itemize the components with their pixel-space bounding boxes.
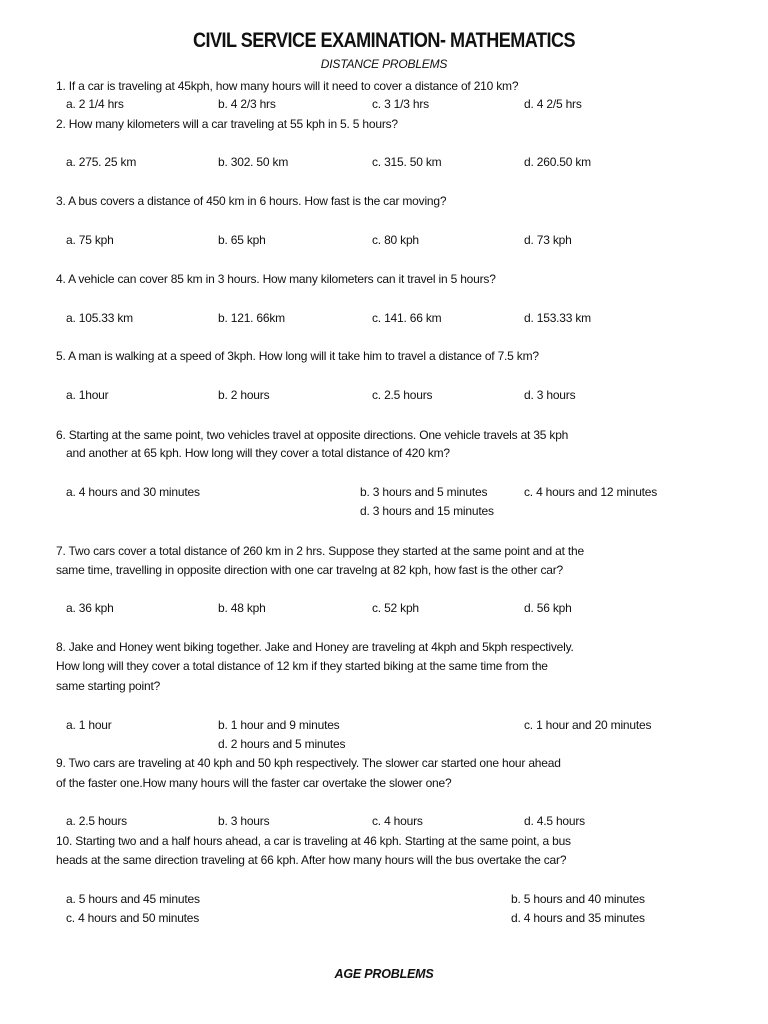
question-2-choice-c: c. 315. 50 km — [372, 155, 442, 169]
question-7-choice-b: b. 48 kph — [218, 601, 266, 615]
question-8-text-line-3: same starting point? — [56, 679, 161, 693]
question-10-choice-d: d. 4 hours and 35 minutes — [511, 911, 645, 925]
question-8-choice-b: b. 1 hour and 9 minutes — [218, 718, 340, 732]
question-1-choice-b: b. 4 2/3 hrs — [218, 97, 276, 111]
question-5-choice-d: d. 3 hours — [524, 388, 576, 402]
question-8-choice-d: d. 2 hours and 5 minutes — [218, 737, 346, 751]
question-2-text: 2. How many kilometers will a car traveling at 55 kph in 5. 5 hours? — [56, 117, 398, 131]
question-7-text-line-2: same time, travelling in opposite direction with one car travelng at 82 kph, how fast is the other car? — [56, 563, 564, 577]
question-1-choice-d: d. 4 2/5 hrs — [524, 97, 582, 111]
question-8-choice-c: c. 1 hour and 20 minutes — [524, 718, 652, 732]
question-10-text-line-2: heads at the same direction traveling at 66 kph. After how many hours will the bus overtake the car? — [56, 853, 567, 867]
question-10-choice-c: c. 4 hours and 50 minutes — [66, 911, 200, 925]
question-2-choice-d: d. 260.50 km — [524, 155, 591, 169]
question-6-choice-d: d. 3 hours and 15 minutes — [360, 504, 494, 518]
question-9-text-line-1: 9. Two cars are traveling at 40 kph and 50 kph respectively. The slower car started one hour ahead — [56, 756, 561, 770]
question-2-choice-b: b. 302. 50 km — [218, 155, 289, 169]
question-8-text-line-2: How long will they cover a total distance of 12 km if they started biking at the same time from the — [56, 659, 548, 673]
question-4-choice-c: c. 141. 66 km — [372, 311, 442, 325]
question-8-text-line-1: 8. Jake and Honey went biking together. Jake and Honey are traveling at 4kph and 5kph respectively. — [56, 640, 574, 654]
question-5-text: 5. A man is walking at a speed of 3kph. How long will it take him to travel a distance of 7.5 km? — [56, 349, 539, 363]
question-1-text: 1. If a car is traveling at 45kph, how many hours will it need to cover a distance of 210 km? — [56, 79, 519, 93]
question-3-choice-a: a. 75 kph — [66, 233, 114, 247]
question-4-choice-d: d. 153.33 km — [524, 311, 591, 325]
question-9-choice-c: c. 4 hours — [372, 814, 423, 828]
question-4-choice-a: a. 105.33 km — [66, 311, 133, 325]
question-9-choice-b: b. 3 hours — [218, 814, 270, 828]
question-7-choice-d: d. 56 kph — [524, 601, 572, 615]
question-10-text-line-1: 10. Starting two and a half hours ahead, a car is traveling at 46 kph. Starting at the same point, a bus — [56, 834, 571, 848]
question-7-text-line-1: 7. Two cars cover a total distance of 260 km in 2 hrs. Suppose they started at the same point and at the — [56, 544, 584, 558]
page-title: CIVIL SERVICE EXAMINATION- MATHEMATICS — [192, 29, 576, 52]
question-1-choice-c: c. 3 1/3 hrs — [372, 97, 429, 111]
question-8-choice-a: a. 1 hour — [66, 718, 112, 732]
question-3-choice-c: c. 80 kph — [372, 233, 419, 247]
question-10-choice-a: a. 5 hours and 45 minutes — [66, 892, 200, 906]
question-6-text-line-1: 6. Starting at the same point, two vehicles travel at opposite directions. One vehicle travels at 35 kph — [56, 428, 569, 442]
section-subtitle: DISTANCE PROBLEMS — [320, 57, 448, 71]
question-7-choice-a: a. 36 kph — [66, 601, 114, 615]
question-6-text-line-2: and another at 65 kph. How long will they cover a total distance of 420 km? — [66, 446, 450, 460]
question-5-choice-b: b. 2 hours — [218, 388, 270, 402]
question-4-text: 4. A vehicle can cover 85 km in 3 hours. How many kilometers can it travel in 5 hours? — [56, 272, 496, 286]
question-10-choice-b: b. 5 hours and 40 minutes — [511, 892, 645, 906]
question-9-choice-d: d. 4.5 hours — [524, 814, 585, 828]
question-2-choice-a: a. 275. 25 km — [66, 155, 137, 169]
question-5-choice-a: a. 1hour — [66, 388, 109, 402]
question-6-choice-a: a. 4 hours and 30 minutes — [66, 485, 200, 499]
question-6-choice-c: c. 4 hours and 12 minutes — [524, 485, 658, 499]
question-1-choice-a: a. 2 1/4 hrs — [66, 97, 124, 111]
question-7-choice-c: c. 52 kph — [372, 601, 419, 615]
question-9-choice-a: a. 2.5 hours — [66, 814, 127, 828]
question-9-text-line-2: of the faster one.How many hours will the faster car overtake the slower one? — [56, 776, 452, 790]
question-5-choice-c: c. 2.5 hours — [372, 388, 433, 402]
question-3-choice-b: b. 65 kph — [218, 233, 266, 247]
question-6-choice-b: b. 3 hours and 5 minutes — [360, 485, 488, 499]
question-3-text: 3. A bus covers a distance of 450 km in 6 hours. How fast is the car moving? — [56, 194, 447, 208]
next-section-heading: AGE PROBLEMS — [334, 967, 434, 981]
question-4-choice-b: b. 121. 66km — [218, 311, 285, 325]
question-3-choice-d: d. 73 kph — [524, 233, 572, 247]
